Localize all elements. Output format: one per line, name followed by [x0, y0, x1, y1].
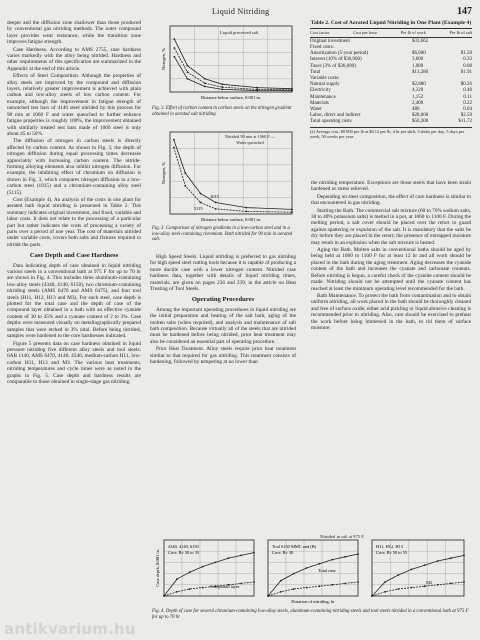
col2-paragraph: Among the important operating procedures in liquid nitriding are the initial preparation and heating of the salt bath, aging of the molten salts (when required), and analysis and maintenance of salt bath composition. Because virtually all of the steels that are nitrided must be hardened before being nitrided, prior heat treatment may also be considered an essential part of operating procedure. [150, 306, 296, 345]
fig2-caption: Fig. 2. Effect of carbon content in carbon steels on the nitrogen gradient obtained in aerated salt nitriding [152, 106, 292, 117]
data-point [245, 207, 247, 209]
data-point [437, 560, 439, 562]
data-point [202, 587, 204, 589]
data-point [253, 552, 255, 554]
figure-3 [150, 126, 300, 252]
table-cell-value: $33,662 [412, 38, 429, 44]
table-cell-value: $1.91 [460, 69, 472, 75]
table-cell-value: $2.59 [460, 113, 472, 119]
data-point [200, 202, 202, 204]
table-cell-value: $50,300 [412, 119, 429, 125]
figure-2 [150, 20, 300, 124]
series-line [268, 554, 358, 596]
data-point [253, 581, 255, 583]
series-label: M2 [426, 580, 433, 585]
data-point [187, 71, 189, 73]
series-label: Core, Rc 50 to 55 [376, 550, 408, 555]
col1-paragraph: Effects of Steel Composition. Although the properties of alloy steels are improved by the compound and diffusion layers, relatively greater improvement is achieved with plain carbon and low-alloy steels of low carbon content. For example, although the improvement in fatigue strength of unnotched test bars of 4140 steel nitrided by this process for 90 min at 1060 F and water quenched to further enhance fatigue properties is roughly 100%, the improvement obtained with similarly treated test bars made of 1060 steel is only about 45 to 50%. [7, 73, 141, 137]
table-cell-value: 1,152 [412, 94, 424, 100]
data-point [450, 557, 452, 559]
data-point [331, 584, 333, 586]
data-point [463, 581, 465, 583]
series-label: 5115 [194, 206, 203, 211]
data-point [200, 193, 202, 195]
data-point [240, 555, 242, 557]
data-point [173, 139, 175, 141]
data-point [280, 580, 282, 582]
data-point [463, 555, 465, 557]
data-point [384, 591, 386, 593]
table-cell-label: Original investment [310, 38, 350, 44]
col3-paragraph: Starting the Bath. The commercial salt mixture (60 to 70% sodium salts, 30 to 40% potassium salts) is melted in a pot, at 1060 to 1100 F. During the melting period, a salt cover should be placed over the retort to guard against spattering or expulsion of the salt. It is mandatory that the salts be dry before they are placed in the retort; the presence of entrapped moisture may result in an explosion when the salt mixture is heated. [311, 207, 471, 246]
table-footnote: (a) Average cost, $0.900 per lb at $0.12 per lb, 4 hr per shift, 3 shifts per day, 5 days per week, 50 weeks per year. [310, 128, 465, 140]
series-label: Tool 6150 MMC and (B) [272, 544, 317, 549]
data-point [424, 585, 426, 587]
data-point [215, 562, 217, 564]
data-point [204, 78, 206, 80]
data-point [291, 90, 293, 92]
data-point [187, 65, 189, 67]
data-point [189, 571, 191, 573]
table-cell-value: 0.22 [463, 100, 472, 106]
table-cell-label: Taxes (3% of $36,000) [310, 63, 356, 69]
data-point [319, 585, 321, 587]
data-point [306, 587, 308, 589]
page-number: 147 [457, 6, 472, 17]
table-cell-value: 3,600 [412, 57, 424, 63]
section-heading: Case Depth and Case Hardness [29, 252, 119, 260]
data-point [437, 584, 439, 586]
data-point [173, 38, 175, 40]
data-point [280, 591, 282, 593]
table-cell-value: 0.11 [463, 94, 472, 100]
table-col-header: Cost per hour [353, 29, 377, 35]
col1-paragraph: Figure 5 presents data on case hardness obtained in liquid pressure nitriding five different alloy steels and tool steels: 6AB 1140, AMS 6470, 4140, 4340, medium-carbon H11, low-carbon H11, H13 and M3. The various heat treatments, nitriding temperatures and cycle times were as noted in the graphs in Fig. 5. Case depth and hardness results are comparable to those obtained in single-stage gas nitriding. [7, 340, 141, 385]
table-cell-label: Natural supply [310, 82, 340, 88]
table-header-row [310, 30, 472, 36]
table-cell-label: Variable costs: [310, 76, 340, 82]
column-1 [7, 20, 141, 386]
series-label: Total case [318, 568, 336, 573]
data-point [215, 202, 217, 204]
col1-paragraph: Data indicating depth of case obtained in liquid nitriding various steels in a conventional bath at 975 F for up to 70 hr are shown in Fig. 4. This includes three aluminum-containing low-alloy steels (4340, 4140, 6150), two chromium-containing nitriding steels (AMS 6470 and AMS 6475), and four tool steels (H11, H12, H13 and M3). For each steel, case depth is plotted for the total case and the depth of case of the compound layer obtained in a bath with an effective cyanide content of 30 to 35% and a cyanate content of 2 to 3%. Case depths were measured visually on metallographically prepared samples that were etched in 3% nital. Before being nitrided, samples were hardened to the core hardnesses indicated. [7, 262, 141, 340]
series-label: Compound layer [210, 584, 240, 589]
x-axis-label: Duration of nitriding, hr [291, 599, 335, 604]
table-cell-value: 0.08 [463, 63, 472, 69]
data-point [331, 559, 333, 561]
plot-frame [170, 26, 292, 92]
y-axis-label: Nitrogen, % [161, 162, 166, 184]
table-cell-value: 480 [412, 107, 420, 113]
data-point [256, 87, 258, 89]
fig4-caption: Fig. 4. Depth of case for several chromium-containing low-alloy steels, aluminum-containing nitriding steels and tool steels nitrided in a conventional bath at 975 F for up to 70 hr [152, 609, 469, 620]
data-point [411, 569, 413, 571]
x-axis-label: Distance below surface, 0.001 in. [200, 95, 262, 100]
data-point [163, 595, 165, 597]
data-point [176, 578, 178, 580]
data-point [450, 583, 452, 585]
table-cell-value: 2,400 [412, 100, 424, 106]
data-point [173, 56, 175, 58]
x-axis-label: Distance below surface, 0.001 in. [200, 217, 262, 222]
table-cell-label: Labor, direct and indirect [310, 113, 361, 119]
table-cell-value: 0.33 [463, 57, 472, 63]
table-2 [310, 20, 472, 139]
section-heading: Operating Procedures [191, 296, 255, 304]
figure-4 [150, 532, 472, 624]
col1-paragraph: Cost (Example 4). An analysis of the costs in one plant for aerated bath liquid nitriding is presented in Table 2. This summary indicates original investment, and fixed, variable and labor costs. It does not relate to the processing of a particular part but rather indicates the costs of processing a variety of parts over a period of one year. The cost of materials nitrided under variable costs, covers both salts and fixtures required to nitride the parts. [7, 196, 141, 248]
data-point [267, 595, 269, 597]
table-cell-label: Fixed costs: [310, 45, 335, 50]
fig3-annotation: Nitrided 90 min at 1060 F — Water quenched [224, 134, 276, 145]
data-point [293, 573, 295, 575]
table-cell-label: Materials [310, 100, 329, 106]
data-point [245, 211, 247, 213]
data-point [371, 595, 373, 597]
table-cell-value: $11,280 [412, 69, 429, 75]
series-line [372, 555, 464, 596]
data-point [319, 563, 321, 565]
watermark: antikvarium.hu [4, 620, 136, 638]
table-cell-value: $2,880 [412, 82, 426, 88]
table-cell-value: 1,080 [412, 63, 424, 69]
table-cell-value: $1.50 [460, 51, 472, 57]
column-3 [311, 180, 471, 332]
table-cell-label: Interest (10% of $36,000) [310, 57, 362, 63]
data-point [173, 146, 175, 148]
data-point [256, 90, 258, 92]
series-line [164, 553, 254, 596]
data-point [187, 78, 189, 80]
data-point [293, 588, 295, 590]
col2-paragraph: Prior Heat Treatment. Alloy steels require prior heat treatment similar to that required for gas nitriding. This treatment consists of hardening, followed by tempering at no lower than [150, 346, 296, 366]
data-point [176, 591, 178, 593]
data-point [221, 86, 223, 88]
fig4-top-label: Nitrided in salt at 975 F [320, 534, 364, 539]
col3-paragraph: Aging the Bath. Molten salts in conventional baths should be aged by being held at 1060 to 1100 F for at least 12 hr and all work should be placed in the bath during the aging treatment. Aging decreases the cyanide content of the bath and increases the cyanate and carbonate contents. Before nitriding is begun, a careful check of the cyanide content should be made. Nitriding should not be attempted until the cyanate content has reached at least the minimum operating level recommended for the bath. [311, 247, 471, 292]
data-point [397, 588, 399, 590]
data-point [204, 82, 206, 84]
series-label: Core, Rc 30 to 35 [168, 550, 200, 555]
series-line [372, 582, 464, 596]
data-point [189, 588, 191, 590]
data-point [424, 564, 426, 566]
table-cell-value: $0.26 [460, 82, 472, 88]
column-2 [150, 254, 296, 367]
y-axis-label: Nitrogen, % [161, 48, 166, 70]
col2-paragraph: High Speed Steels. Liquid nitriding is preferred to gas nitriding for high speed steel cutting tools because it is capable of producing a more ductile case with a lower nitrogen content. Nitrided case hardness data, together with details of liquid nitriding times, materials, are given on pages 236 and 239, in the article on Heat Treating of Tool Steels. [150, 254, 296, 293]
table-cell-label: Amortization (5-year period) [310, 51, 369, 57]
data-point [221, 83, 223, 85]
data-point [204, 86, 206, 88]
data-point [221, 88, 223, 90]
header-title: Liquid Nitriding [212, 7, 270, 16]
table-col-header: Per lb of salt [449, 29, 472, 35]
col3-paragraph: Depending on steel composition, the effect of core hardness is similar to that encountered in gas nitriding. [311, 193, 471, 207]
table-cell-value: $6,600 [412, 51, 426, 57]
series-line [268, 582, 358, 596]
table-cell-label: Total operating costs [310, 119, 352, 125]
series-line [164, 582, 254, 596]
y-axis-label: Case depth, 0.001 in. [155, 549, 160, 587]
series-label: 4340, 4140, 6150 [168, 544, 199, 549]
table-row [310, 119, 472, 125]
table-title: Table 2. Cost of Aerated Liquid Nitriding in One Plant (Example 4) [310, 20, 472, 26]
table-cell-value: $11.72 [458, 119, 472, 125]
table-col-header: Cost factor [310, 29, 330, 35]
series-label: H11, H12, H13 [376, 544, 403, 549]
table-cell-label: Water [310, 107, 322, 113]
col3-paragraph: the nitriding temperature. Exceptions are those steels that have been strain hardened or stress relieved. [311, 180, 471, 193]
series-line [174, 140, 292, 210]
table-cell-label: Maintenance [310, 94, 336, 100]
series-label: Core, Rc 30 [272, 550, 294, 555]
table-cell-value: 0.40 [463, 88, 472, 94]
data-point [384, 581, 386, 583]
data-point [306, 567, 308, 569]
fig4-chart [150, 532, 472, 608]
col1-paragraph: deeper and the diffusion zone shallower than those produced by conventional gas nitriding methods. The outer compound layer provides wear resistance, while the transition zone improves fatigue strength. [7, 20, 141, 46]
data-point [291, 211, 293, 213]
data-point [397, 574, 399, 576]
fig3-caption: Fig. 3. Comparison of nitrogen gradients in a low-carbon steel and in a low-alloy steel containing chromium. Both nitrided for 90 min in aerated salt. [152, 226, 293, 243]
data-point [411, 587, 413, 589]
data-point [344, 556, 346, 558]
series-line [174, 147, 292, 212]
col1-paragraph: The diffusion of nitrogen in carbon steels is directly affected by carbon content. As shown in Fig. 3, the depth of nitrogen diffusion during equal processing times decreases appreciably with increasing carbon content. The nitride-forming alloying elements also inhibit nitrogen diffusion. For example, the inhibiting effect of chromium on diffusion is shown in Fig. 3, which compares nitrogen diffusion in a low-carbon steel (1015) and a chromium-containing alloy steel (5115). [7, 138, 141, 196]
table-cell-value: 4,320 [412, 88, 424, 94]
data-point [291, 208, 293, 210]
table-cell-label: Total [310, 69, 321, 75]
data-point [215, 208, 217, 210]
table-col-header: Per lb of work [400, 29, 426, 35]
col3-paragraph: Bath Maintenance. To protect the bath from contamination and to obtain uniform nitriding, all work placed in the bath should be thoroughly cleaned and free of surface oxide; either acid pickling or liquid abrasive cleaning is recommended prior to nitriding. Also, care should be exercised to preheat the work before being immersed in the bath, to rid them of surface moisture. [311, 292, 471, 331]
table-cell-label: Electricity [310, 88, 331, 94]
series-label: 1015 [210, 194, 219, 199]
data-point [240, 583, 242, 585]
data-point [184, 172, 186, 174]
data-point [357, 553, 359, 555]
col1-paragraph: Case Hardness. According to AMS 2755, case hardness varies markedly with the alloy being nitrided. Hardness and other requirements of this specification are summarized in the Appendix at the end of this article. [7, 46, 141, 72]
data-point [184, 185, 186, 187]
table-cell-value: 0.04 [463, 107, 472, 113]
running-header [0, 7, 480, 19]
table-cell-value: $28,000 [412, 113, 429, 119]
table-body [310, 39, 472, 126]
data-point [173, 47, 175, 49]
data-point [227, 557, 229, 559]
fig2-legend: Liquid processed salt [220, 30, 259, 35]
data-point [357, 581, 359, 583]
data-point [202, 566, 204, 568]
data-point [344, 583, 346, 585]
